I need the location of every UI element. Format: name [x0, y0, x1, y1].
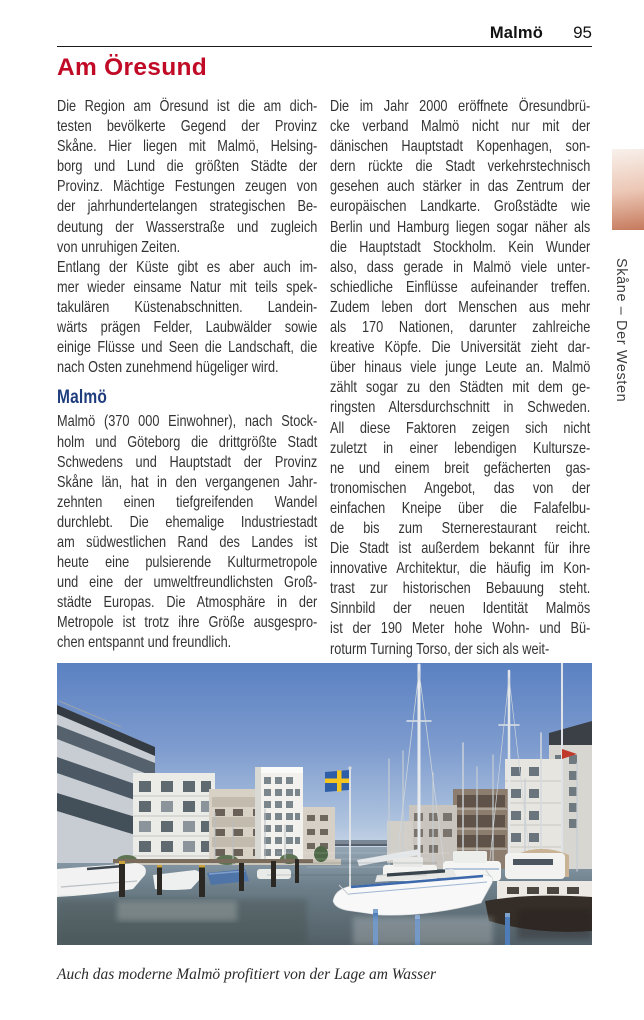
text-line: Provinz. Mächtige Festungen zeugen von — [57, 178, 318, 196]
text-line: cke verband Malmö nicht nur mit der — [330, 118, 591, 136]
text-line: städte Europas. Die Atmosphäre in der — [57, 594, 318, 612]
text-line: Die Stadt ist außerdem bekannt für ihre — [330, 540, 591, 558]
paragraph — [57, 412, 317, 653]
text-line: Die Region am Öresund ist die am dich- — [57, 98, 318, 115]
text-line: testen bevölkerte Gegend der Provinz — [57, 118, 318, 136]
text-line: ist der 190 Meter hohe Wohn- und Bü- — [330, 620, 591, 638]
text-line: nach Osten zunehmend hügeliger wird. — [57, 359, 279, 377]
text-line: innovative Architektur, die häufig im Kon- — [330, 560, 591, 578]
text-line: roturm Turning Torso, der sich als weit- — [330, 640, 550, 658]
text-line: am südwestlichen Rand des Landes ist — [57, 533, 318, 551]
text-line: dern rückte die Stadt verkehrstechnisch — [330, 158, 591, 176]
paragraph — [330, 97, 590, 660]
page-title: Am Öresund — [57, 54, 208, 81]
marina-illustration — [57, 663, 592, 945]
text-line: Berlin und Hamburg liegen sogar näher als — [330, 218, 591, 236]
text-line: Sinnbild der neuen Identität Malmös — [330, 600, 591, 618]
text-line: über hinaus viele junge Leute an. Malmö — [330, 359, 591, 377]
text-line: und eine der umweltfreundlichsten Groß- — [57, 574, 318, 592]
paragraph — [57, 258, 317, 379]
text-line: kreative Köpfe. Die Universität zieht dar- — [330, 339, 591, 357]
text-line: zehnten einen tiefgreifenden Wandel — [57, 493, 318, 511]
text-line: Metropole ist trotz ihre Größe ausgespro- — [57, 614, 318, 632]
text-line: borg und Lund die größten Städte der — [57, 158, 318, 176]
page-number: 95 — [573, 23, 592, 42]
chapter-margin-tab — [612, 149, 644, 230]
text-line: europäischen Landkarte. Großstädte wie — [330, 198, 591, 216]
marina-photo — [57, 663, 592, 945]
chapter-margin-label: Skåne – Der Westen — [613, 258, 629, 403]
text-line: Malmö (370 000 Einwohner), nach Stock- — [57, 413, 318, 431]
subheading: Malmö — [57, 386, 107, 409]
text-line: chen entspannt und freundlich. — [57, 634, 232, 652]
text-line: der jahrhundertelangen strategischen Be- — [57, 198, 318, 216]
text-line: zuletzt in einer lebendigen Kultursze- — [330, 439, 591, 457]
text-line: durchlebt. Die ehemalige Industriestadt — [57, 513, 318, 531]
text-line: Zudem leben dort Menschen aus mehr — [330, 298, 591, 316]
text-line: zählt sogar zu den Städten mit dem ge- — [330, 379, 591, 397]
text-line: von unruhigen Zeiten. — [57, 238, 181, 256]
text-line: de bis zum Sternerestaurant reicht. — [330, 519, 591, 537]
text-line: Entlang der Küste gibt es aber auch im- — [57, 258, 318, 276]
text-line: wärts prägen Felder, Laubwälder sowie — [57, 319, 318, 337]
text-line: trast zur historischen Bebauung steht. — [330, 580, 591, 598]
text-line: dänischen Hauptstadt Kopenhagen, son- — [330, 138, 591, 156]
text-line: heute eine pulsierende Kulturmetropole — [57, 554, 318, 572]
paragraph — [57, 97, 317, 258]
text-line: Schwedens und Hauptstadt der Provinz — [57, 453, 318, 471]
text-line: ringsten Altersdurchschnitt in Schweden. — [330, 399, 591, 417]
dock — [113, 859, 313, 863]
text-line: All diese Faktoren zeigen sich nicht — [330, 419, 591, 437]
text-line: Die im Jahr 2000 eröffnete Öresundbrü- — [330, 98, 591, 115]
text-line: Skåne län, hat in den vergangenen Jahr- — [57, 473, 318, 491]
text-line: tronomischen Angebot, das von der — [330, 479, 591, 497]
text-line: gesehen auch stärker in das Zentrum der — [330, 178, 591, 196]
text-line: deutung der Wasserstraße und zugleich — [57, 218, 318, 236]
text-column-left — [57, 97, 317, 654]
text-line: holm und Göteborg die drittgrößte Stadt — [57, 433, 318, 451]
text-line: mer wieder einsame Natur mit teils spek- — [57, 278, 318, 296]
text-line: Skåne. Hier liegen mit Malmö, Helsing- — [57, 138, 318, 156]
header-section-label: Malmö — [489, 24, 544, 42]
text-line: einige Flüsse und Seen die Landschaft, die — [57, 339, 318, 357]
text-line: als 170 Nationen, darunter zahlreiche — [330, 319, 591, 337]
text-line: die Hauptstadt Stockholm. Kein Wunder — [330, 238, 591, 256]
text-line: takulären Küstenabschnitten. Landein- — [57, 298, 318, 316]
text-column-right — [330, 97, 592, 660]
text-line: ne und einem breit gefächerten gas- — [330, 459, 591, 477]
page-header — [57, 24, 592, 47]
photo-caption: Auch das moderne Malmö profitiert von der Lage am Wasser — [57, 965, 437, 983]
text-line: schiedliche Einflüsse aufeinander treffen. — [330, 278, 591, 296]
text-line: einfachen Kneipe über die Falafelbu- — [330, 499, 591, 517]
text-line: also, dass gerade in Malmö viele unter- — [330, 258, 591, 276]
